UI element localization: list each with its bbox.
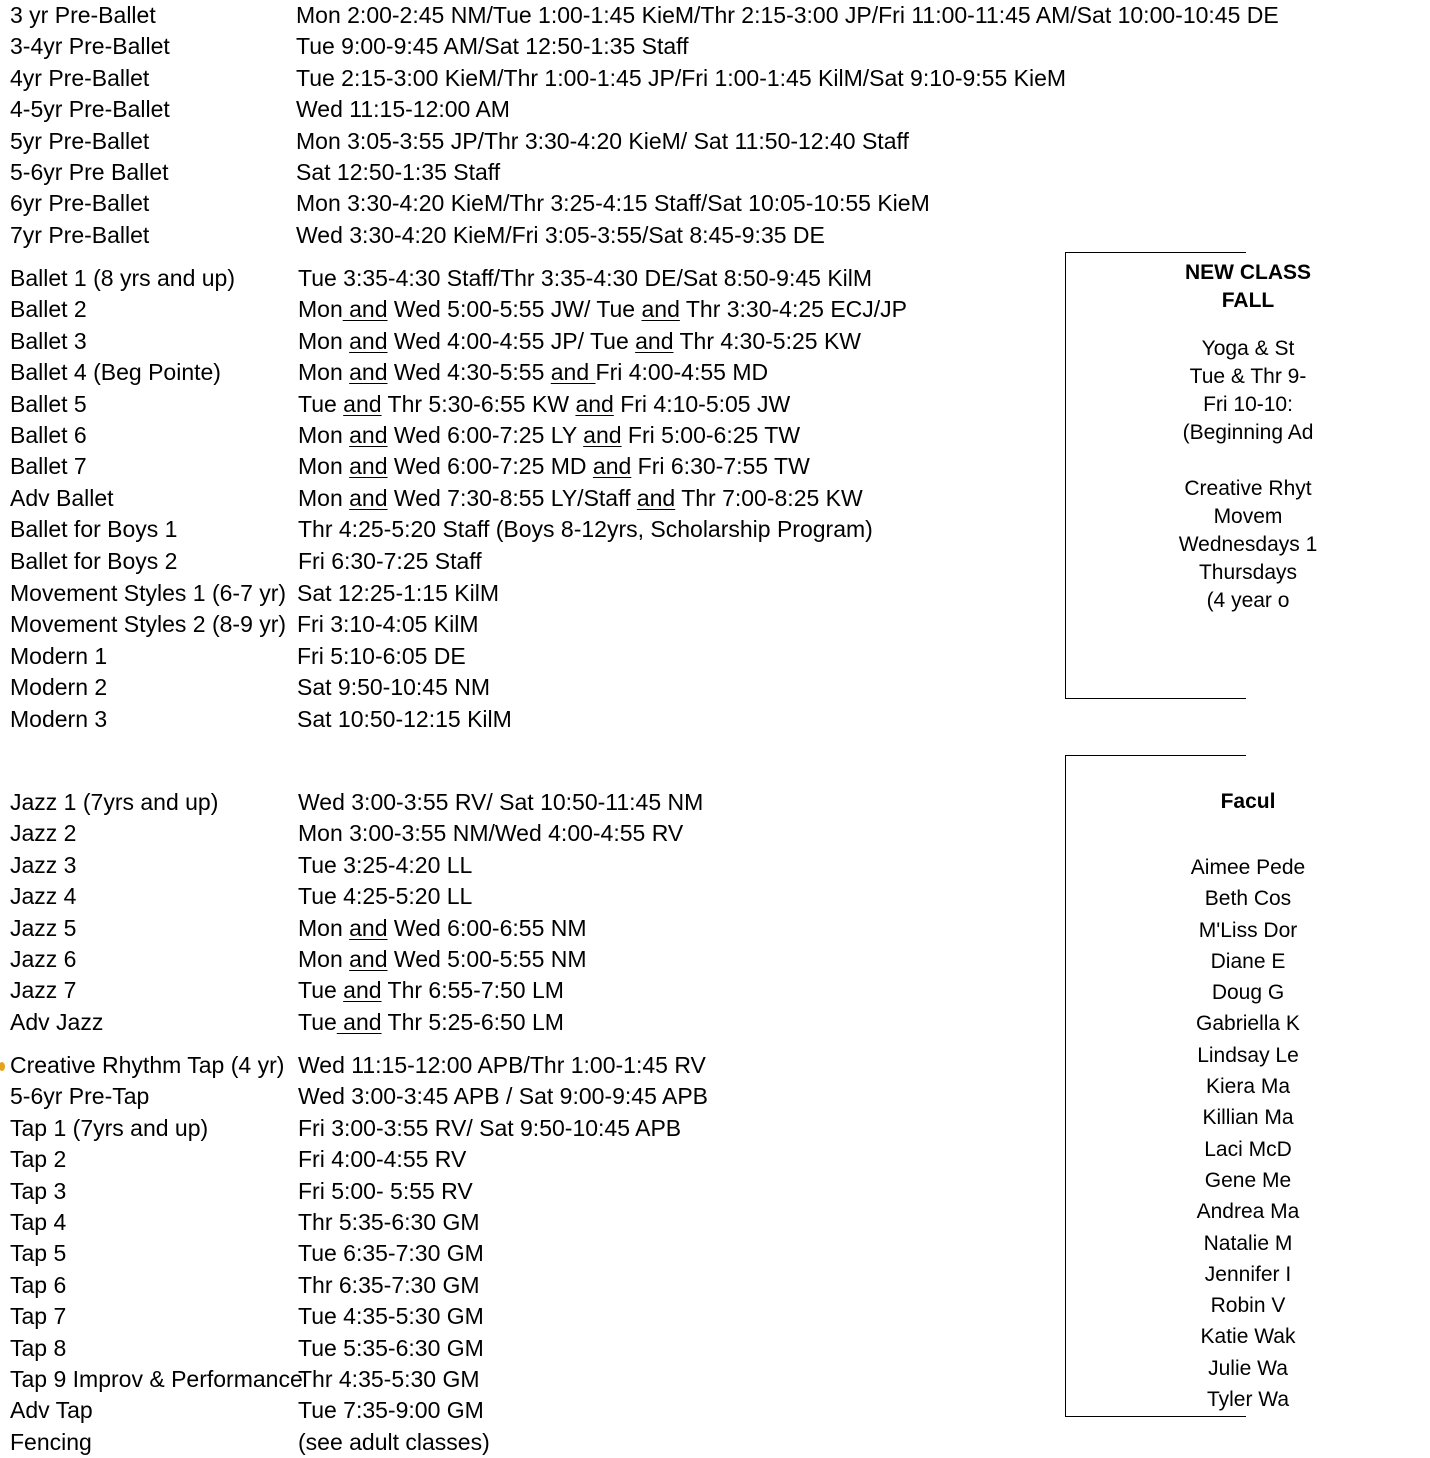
schedule-text: Thr 6:55-7:50 LM (381, 977, 564, 1004)
faculty-name: Doug G (1211, 981, 1285, 1005)
class-row (10, 1270, 1241, 1301)
class-row (10, 188, 1241, 219)
class-row (10, 641, 1241, 672)
faculty-name: Natalie M (1203, 1231, 1293, 1255)
class-row (10, 1395, 1241, 1426)
schedule-text: Mon (298, 359, 350, 386)
schedule-text: (see adult classes) (298, 1428, 490, 1455)
class-row (10, 94, 1241, 125)
class-name: Tap 6 (10, 1271, 67, 1298)
class-name: Modern 1 (10, 642, 108, 669)
schedule-text: Thr 7:00-8:25 KW (675, 484, 863, 511)
class-name: Tap 7 (10, 1303, 67, 1330)
class-row (10, 672, 1241, 703)
class-name: Ballet 7 (10, 453, 87, 480)
schedule-text: Fri 4:10-5:05 JW (613, 390, 791, 417)
class-name: Movement Styles 2 (8-9 yr) (10, 611, 287, 638)
class-row (10, 483, 1241, 514)
underlined-and: and (635, 327, 674, 354)
class-row (10, 1007, 1241, 1038)
class-schedule-times (298, 263, 872, 294)
class-row (10, 1238, 1241, 1269)
class-schedule-times (298, 1113, 681, 1144)
class-schedule-times (298, 1207, 480, 1238)
new-class-line (1066, 447, 1430, 475)
class-name: Movement Styles 1 (6-7 yr) (10, 580, 287, 606)
class-schedule-times (298, 1395, 484, 1426)
bullet-marker-icon (0, 1062, 5, 1071)
schedule-text: Thr 5:25-6:50 LM (381, 1008, 564, 1035)
class-schedule-times (298, 1238, 484, 1269)
new-classes-title: NEW CLASS (1185, 261, 1311, 284)
schedule-text: Wed 7:30-8:55 LY/Staff (387, 484, 637, 511)
schedule-text: Tue 5:35-6:30 GM (298, 1334, 484, 1361)
class-schedule-times (298, 1333, 484, 1364)
class-schedule-times (298, 1301, 484, 1332)
class-row (10, 1427, 1241, 1458)
underlined-and: and (349, 421, 388, 448)
schedule-text: Wed 4:30-5:55 (387, 359, 551, 386)
class-schedule-times (296, 63, 1066, 94)
schedule-group-ballet (10, 263, 1241, 577)
underlined-and: and (550, 359, 596, 386)
schedule-text: Thr 3:30-4:25 ECJ/JP (679, 296, 907, 323)
schedule-text: Sat 12:25-1:15 KilM (297, 580, 500, 606)
class-row (10, 818, 1241, 849)
class-row (10, 881, 1241, 912)
new-class-line: Wednesdays 1 (1178, 533, 1318, 556)
class-schedule-times (296, 94, 510, 125)
class-schedule-times (297, 609, 479, 640)
new-classes-box (1065, 252, 1318, 699)
schedule-text: Fri 5:00- 5:55 RV (298, 1177, 473, 1204)
class-row (10, 1207, 1241, 1238)
class-name: Tap 1 (7yrs and up) (10, 1114, 209, 1141)
class-row (10, 609, 1241, 640)
class-schedule-times (297, 704, 512, 735)
faculty-name: Aimee Pede (1190, 856, 1306, 879)
class-name: Ballet 3 (10, 327, 87, 354)
class-schedule-times (298, 483, 863, 514)
schedule-text: Tue 3:25-4:20 LL (298, 851, 473, 878)
new-class-line: Thursdays (1198, 561, 1298, 584)
schedule-text: Mon 3:00-3:55 NM/Wed 4:00-4:55 RV (298, 820, 684, 847)
class-schedule-times (298, 357, 768, 388)
faculty-name: Beth Cos (1204, 887, 1292, 911)
class-schedule-times (297, 641, 466, 672)
class-schedule-times (298, 514, 873, 545)
underlined-and: and (641, 296, 680, 323)
class-row (10, 220, 1241, 251)
schedule-text: Mon 3:05-3:55 JP/Thr 3:30-4:20 KieM/ Sat 11:50-12:40 Staff (296, 127, 909, 154)
class-row (10, 578, 1241, 609)
class-schedule-times (298, 420, 800, 451)
class-schedule-times (298, 1176, 473, 1207)
class-name: Fencing (10, 1428, 92, 1455)
class-name: Jazz 2 (10, 820, 77, 847)
new-classes-subtitle: FALL (1221, 289, 1275, 312)
schedule-text: Mon (298, 484, 350, 511)
faculty-name: Julie Wa (1208, 1356, 1288, 1380)
class-row (10, 31, 1241, 62)
class-name: Tap 5 (10, 1240, 67, 1267)
schedule-text: Thr 5:30-6:55 KW (381, 390, 576, 417)
class-schedule-times (296, 31, 689, 62)
class-schedule-times (298, 546, 482, 577)
class-row (10, 787, 1241, 818)
schedule-text: Tue (298, 977, 344, 1004)
schedule-text: Mon (298, 914, 350, 941)
class-name: 3 yr Pre-Ballet (10, 2, 156, 28)
class-row (10, 1364, 1241, 1395)
schedule-text: Mon 2:00-2:45 NM/Tue 1:00-1:45 KieM/Thr 2:15-3:00 JP/Fri 11:00-11:45 AM/Sat 10:00-10:45 DE (296, 2, 1279, 28)
schedule-text: Wed 6:00-7:25 LY (387, 421, 584, 448)
schedule-text: Sat 12:50-1:35 Staff (296, 158, 501, 185)
underlined-and: and (349, 484, 388, 511)
underlined-and: and (343, 977, 382, 1004)
faculty-name: Jennifer I (1204, 1262, 1292, 1286)
underlined-and: and (592, 453, 632, 480)
faculty-name: Robin V (1210, 1294, 1286, 1318)
schedule-text: Wed 5:00-5:55 NM (387, 945, 587, 972)
class-row (10, 126, 1241, 157)
new-class-line: Movem (1213, 505, 1283, 528)
schedule-text: Mon 3:30-4:20 KieM/Thr 3:25-4:15 Staff/Sat 10:05-10:55 KieM (296, 190, 930, 217)
schedule-text: Tue (298, 390, 344, 417)
class-schedule-times (298, 1364, 480, 1395)
schedule-text: Mon (298, 327, 350, 354)
class-schedule-times (298, 326, 861, 357)
class-schedule-times (297, 578, 499, 609)
faculty-name: Tyler Wa (1206, 1388, 1290, 1412)
schedule-text: Sat 10:50-12:15 KilM (297, 705, 512, 732)
schedule-text: Tue 2:15-3:00 KieM/Thr 1:00-1:45 JP/Fri 1:00-1:45 KilM/Sat 9:10-9:55 KieM (296, 64, 1067, 91)
class-name: Adv Jazz (10, 1008, 104, 1035)
class-name: Modern 3 (10, 705, 108, 732)
class-row (10, 157, 1241, 188)
class-row (10, 263, 1241, 294)
class-schedule-times (296, 0, 1279, 31)
faculty-name: Katie Wak (1200, 1325, 1296, 1349)
schedule-text: Fri 3:00-3:55 RV/ Sat 9:50-10:45 APB (298, 1114, 682, 1141)
class-name: 4-5yr Pre-Ballet (10, 96, 170, 123)
schedule-text: Wed 11:15-12:00 APB/Thr 1:00-1:45 RV (298, 1052, 706, 1078)
class-schedule-times (296, 126, 909, 157)
schedule-text: Wed 4:00-4:55 JP/ Tue (387, 327, 636, 354)
schedule-text: Tue 6:35-7:30 GM (298, 1240, 484, 1267)
class-name: Tap 3 (10, 1177, 67, 1204)
new-class-line: (4 year o (1206, 589, 1290, 612)
schedule-text: Fri 5:00-6:25 TW (621, 421, 801, 448)
class-row (10, 704, 1241, 735)
schedule-text: Thr 6:35-7:30 GM (298, 1271, 480, 1298)
schedule-text: Wed 3:00-3:55 RV/ Sat 10:50-11:45 NM (298, 789, 704, 815)
class-name: Jazz 7 (10, 977, 77, 1004)
underlined-and: and (349, 327, 388, 354)
underlined-and: and (636, 484, 676, 511)
class-name: Ballet 5 (10, 390, 87, 417)
class-row (10, 389, 1241, 420)
class-row (10, 1333, 1241, 1364)
faculty-name: M'Liss Dor (1198, 918, 1298, 942)
class-name: Jazz 5 (10, 914, 77, 941)
class-name: Tap 4 (10, 1208, 67, 1235)
class-schedule-times (298, 913, 587, 944)
class-schedule-times (298, 389, 790, 420)
class-row (10, 1050, 1241, 1081)
schedule-text: Tue 9:00-9:45 AM/Sat 12:50-1:35 Staff (296, 33, 689, 60)
schedule-text: Thr 5:35-6:30 GM (298, 1208, 480, 1235)
schedule-text: Sat 9:50-10:45 NM (297, 674, 491, 701)
class-schedule-times (297, 672, 490, 703)
class-name: Creative Rhythm Tap (4 yr) (10, 1052, 285, 1078)
faculty-name: Gabriella K (1196, 1012, 1300, 1036)
new-class-line: (Beginning Ad (1182, 421, 1314, 444)
class-row (10, 294, 1241, 325)
class-row (10, 913, 1241, 944)
schedule-text: Fri 4:00-4:55 MD (595, 359, 769, 386)
schedule-text: Fri 6:30-7:55 TW (631, 453, 810, 480)
class-schedule-times (298, 787, 703, 818)
class-row (10, 975, 1241, 1006)
class-name: Tap 8 (10, 1334, 67, 1361)
class-name: Jazz 6 (10, 945, 77, 972)
schedule-text: Fri 6:30-7:25 Staff (298, 547, 482, 574)
schedule-group-tap (10, 1050, 1241, 1458)
underlined-and: and (575, 390, 614, 417)
class-schedule-times (298, 850, 472, 881)
new-classes-list (1066, 335, 1430, 615)
class-name: 4yr Pre-Ballet (10, 64, 150, 91)
class-row (10, 357, 1241, 388)
class-row (10, 944, 1241, 975)
class-row (10, 1176, 1241, 1207)
schedule-text: Wed 6:00-6:55 NM (387, 914, 587, 941)
faculty-name: Laci McD (1204, 1137, 1292, 1161)
faculty-name: Diane E (1210, 949, 1286, 973)
new-class-line: Fri 10-10: (1203, 393, 1293, 416)
class-name: 3-4yr Pre-Ballet (10, 33, 170, 60)
class-schedule-times (298, 1081, 708, 1112)
schedule-group-jazz (10, 787, 1241, 1038)
underlined-and: and (336, 1008, 382, 1035)
faculty-name: Killian Ma (1202, 1106, 1294, 1130)
class-name: Ballet for Boys 1 (10, 516, 178, 543)
faculty-name: Lindsay Le (1197, 1043, 1299, 1067)
class-name: Adv Ballet (10, 484, 114, 511)
class-schedule-times (298, 1050, 706, 1081)
underlined-and: and (349, 453, 388, 480)
class-name: Modern 2 (10, 674, 108, 701)
underlined-and: and (342, 296, 388, 323)
class-name: 5-6yr Pre Ballet (10, 158, 169, 185)
class-schedule-times (298, 975, 564, 1006)
faculty-name: Gene Me (1204, 1168, 1292, 1192)
class-schedule-times (298, 294, 907, 325)
schedule-text: Fri 3:10-4:05 KilM (297, 611, 479, 638)
class-schedule-times (298, 881, 472, 912)
new-class-line: Creative Rhyt (1184, 477, 1312, 500)
class-row (10, 420, 1241, 451)
schedule-text: Tue 3:35-4:30 Staff/Thr 3:35-4:30 DE/Sat 8:50-9:45 KilM (298, 265, 873, 291)
class-name: Jazz 1 (7yrs and up) (10, 789, 219, 815)
class-row (10, 0, 1279, 31)
schedule-text: Mon (298, 945, 350, 972)
class-schedule-times (298, 1270, 480, 1301)
class-name: Adv Tap (10, 1397, 93, 1424)
class-name: Ballet 6 (10, 421, 87, 448)
class-name: Jazz 4 (10, 883, 77, 910)
underlined-and: and (349, 914, 388, 941)
new-class-line: Tue & Thr 9- (1189, 365, 1307, 388)
schedule-text: Thr 4:35-5:30 GM (298, 1365, 480, 1392)
underlined-and: and (349, 359, 388, 386)
underlined-and: and (583, 421, 622, 448)
underlined-and: and (343, 390, 382, 417)
class-schedule-times (298, 1427, 490, 1458)
class-schedule-times (298, 1144, 466, 1175)
schedule-group-movement-modern (10, 578, 1241, 735)
schedule-text: Wed 6:00-7:25 MD (387, 453, 593, 480)
faculty-box (1065, 755, 1306, 1417)
class-row (10, 326, 1241, 357)
class-name: Tap 9 Improv & Performance (10, 1365, 303, 1392)
schedule-text: Fri 5:10-6:05 DE (297, 642, 466, 669)
class-row (10, 1144, 1241, 1175)
schedule-text: Tue 4:35-5:30 GM (298, 1303, 484, 1330)
class-row (10, 850, 1241, 881)
schedule-text: Mon (298, 421, 350, 448)
class-schedule-times (296, 157, 500, 188)
faculty-name: Kiera Ma (1205, 1075, 1291, 1099)
schedule-text: Tue 7:35-9:00 GM (298, 1397, 484, 1424)
class-name: 6yr Pre-Ballet (10, 190, 150, 217)
class-schedule-times (298, 451, 810, 482)
class-row (10, 63, 1241, 94)
schedule-text: Wed 3:00-3:45 APB / Sat 9:00-9:45 APB (298, 1083, 709, 1110)
class-schedule-times (296, 188, 930, 219)
class-name: Ballet 1 (8 yrs and up) (10, 265, 236, 291)
schedule-text: Fri 4:00-4:55 RV (298, 1146, 467, 1173)
faculty-title: Facul (1220, 790, 1276, 813)
schedule-group-pre-ballet (10, 0, 1279, 251)
class-schedule-times (298, 944, 587, 975)
class-row (10, 451, 1241, 482)
new-class-line: Yoga & St (1201, 337, 1295, 360)
schedule-text: Tue 4:25-5:20 LL (298, 883, 473, 910)
class-name: Jazz 3 (10, 851, 77, 878)
schedule-text: Wed 5:00-5:55 JW/ Tue (387, 296, 642, 323)
class-name: Ballet for Boys 2 (10, 547, 178, 574)
schedule-text: Thr 4:30-5:25 KW (673, 327, 861, 354)
schedule-text: Wed 3:30-4:20 KieM/Fri 3:05-3:55/Sat 8:45-9:35 DE (296, 221, 825, 248)
schedule-text: Tue (298, 1008, 337, 1035)
schedule-text: Wed 11:15-12:00 AM (296, 96, 510, 123)
underlined-and: and (349, 945, 388, 972)
class-name: 7yr Pre-Ballet (10, 221, 150, 248)
faculty-list (1066, 852, 1430, 1415)
class-name: Ballet 2 (10, 296, 87, 323)
class-row (10, 514, 1241, 545)
class-schedule-times (298, 1007, 564, 1038)
schedule-text: Mon (298, 296, 343, 323)
class-name: 5yr Pre-Ballet (10, 127, 150, 154)
schedule-text: Thr 4:25-5:20 Staff (Boys 8-12yrs, Scholarship Program) (298, 516, 873, 543)
class-schedule-times (298, 818, 683, 849)
class-row (10, 1301, 1241, 1332)
class-name: 5-6yr Pre-Tap (10, 1083, 150, 1110)
class-row (10, 1113, 1241, 1144)
class-row (10, 1081, 1241, 1112)
schedule-text: Mon (298, 453, 350, 480)
faculty-name: Andrea Ma (1196, 1200, 1300, 1224)
class-name: Tap 2 (10, 1146, 67, 1173)
class-name: Ballet 4 (Beg Pointe) (10, 359, 221, 386)
class-row (10, 546, 1241, 577)
class-schedule-times (296, 220, 825, 251)
